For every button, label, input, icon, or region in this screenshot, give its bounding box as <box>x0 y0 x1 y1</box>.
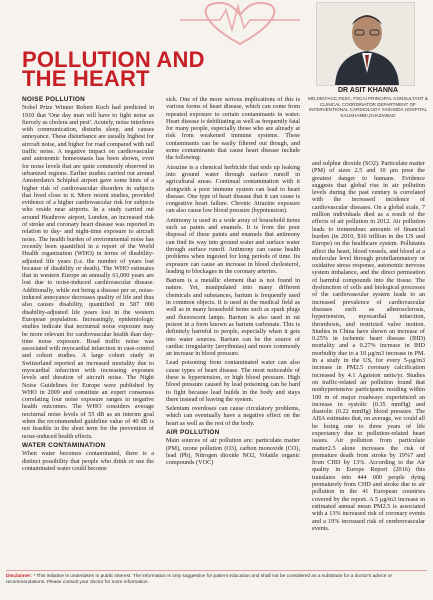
footer-divider <box>6 570 427 571</box>
title-line-1: POLLUTION AND <box>22 47 205 72</box>
portrait-image <box>317 3 414 85</box>
air-section-title: AIR POLLUTION <box>166 429 220 437</box>
noise-paragraph: Nobel Prize Winner Robert Koch had predicted in 1910 that 'One day man will have to fight noise as fiercely as cholera and pest'. Acutely, noise interferes with communication, disturbs sleep, and causes annoyance. These disturbance are usually highest for aircraft noise, and higher for road compared with rail traffic noise. A negative impact on cardiovascular and autonomic homeostasis has been shown, even for noise levels that are quite commonly observed in urbanized regions. Earlier studies carried out around Amsterdam's Schiphol airport gave some hints of a higher risk of cardiovascular disorders in subjects that lived close to it. More recent studies, provided evidence of a higher cardiovascular risk for subjects who reside near airports. In a study carried out around Heathrow airport, London, an increased risk of stroke and coronary heart disease was reported in relation to day- and night-time exposure to aircraft noise. The health burden of environmental noise has recently been quantified in a report of the World Health organization (WHO) in terms of disability-adjusted life years (i.e. the number of years lost because of disability or death). The WHO estimates that in western Europe an annually 61,000 years are lost due to noise-induced cardiovascular disease. Additionally, while not being a disease per se, noise-induced annoyance decreases quality of life and thus also causes disability, quantified in 587 000 disability-adjusted life years lost in the western European population. Increasingly, epidemiologic studies indicate that nocturnal noise exposure may be more relevant for cardiovascular health than day-time noise exposure. Road traffic noise was associated with myocardial infarction in case-control and cohort studies. A large cohort study in Switzerland reported an increased mortality due to myocardial infarction with increasing exposure levels and duration of aircraft noise. The Night Noise Guidelines for Europe were published by WHO in 2009 and constitute an expert consensus correlating four noise exposure ranges to negative health outcomes. The WHO considers average nocturnal noise levels of 55 dB as an interim goal when the recommended guideline value of 40 dB is not feasible in the short term for the prevention of noise-induced health effects. <box>22 104 154 440</box>
noise-section-title: NOISE POLLUTION <box>22 96 86 103</box>
water-paragraph-continued: sick. One of the more serious implications of this is various forms of heart disease, which can come from repeated exposure to certain contaminants in water. Heart disease is debilitating as well as frequently fatal for many people, especially those who are already at risk from weakened immune systems. These contaminants can be easily filtered out though, and some contaminants that cause heart disease include the following: <box>166 96 300 162</box>
disclaimer-text: * This initiative is undertaken in public interest. The information is only suggestive for patient education and shall not be considered as a substitute for a doctor's advice or recommendations. Please consult your doctor for more information. <box>6 574 393 585</box>
title-line-2: THE HEART <box>22 66 150 91</box>
author-name: DR ASIT KHANNA <box>337 87 399 94</box>
antimony-paragraph: Antimony is used in a wide array of household items such as paints and enamels. It is from the poor disposal of these paints and enamels that antimony can find its way into ground water and surface water through surface runoff. Antimony can cause health problems when ingested for long periods of time. Its exposure can cause an increase in blood cholesterol, leading to blockages in the coronary arteries. <box>166 216 300 275</box>
barium-paragraph: Barium is a metallic element that is not found in nature. Yet, manipulated into many different chemicals and substances, barium is frequently used in common objects. It is used in the medical field as well as in many household items such as spark plugs and fluorescent lamps. Barium is also used in rat poison in a form known as barium carbonate. This is definitely harmful to people, especially when it gets into water sources. Barium can be the source of cardiac irregularity (arrythmias) and more commonly an increase in blood pressure. <box>166 277 300 358</box>
column-2 <box>166 96 300 561</box>
disclaimer-label: Disclaimer: <box>6 574 32 579</box>
selenium-paragraph: Selenium overdoses can cause circulatory problems, which can eventually have a negative effect on the heart as well as the rest of the body. <box>166 405 300 427</box>
disclaimer <box>6 574 427 596</box>
column-1 <box>22 96 154 561</box>
article-title <box>22 47 205 91</box>
lead-paragraph: Lead poisoning from contaminated water can also cause types of heart disease. The most noticeable of these is hypertension, or high blood pressure. High blood pressure caused by lead poisoning can be hard to fight because lead builds in the body and stays there instead of leaving the system. <box>166 359 300 403</box>
air-paragraph: Main sources of air pollution are: particulate matter (PM), ozone pollution (O3), carbon monoxide (CO), lead (Pb), Nitrogen dioxide NO2, Volatile organic compounds (VOC) <box>166 437 300 467</box>
water-paragraph: When water becomes contaminated, there is a distinct possibility that people who drink or use the contaminated water could become <box>22 450 154 472</box>
heart-ecg-icon <box>180 0 300 48</box>
author-credentials: MD,DM,FACC,FESC, FSCAI PRINCIPAL CONSULTANT & CLINICAL COORDINATOR DEPARTMENT OF INTERVENTIONAL CARDIOLOGY YASHODA HOSPITAL KAUSHAMBI,GHAZIABAD <box>308 96 428 118</box>
author-photo <box>316 2 415 86</box>
air-paragraph-continued: and sulphur dioxide (SO2). Particulate matter (PM) of sizes 2.5 and 10 μm pose the greatest danger to humans. Evidence suggests that global rise in air pollution levels during the past century is correlated with the increased incidence of cardiovascular diseases. On a global scale, 7 million individuals died as a result of the effects of air pollution in 2012. Air pollution leads to tremendous amounts of financial burden (in 2010, $16 trillion in the US and Europe) on the healthcare system. Pollutants affect the heart, blood vessels, and blood at a molecular level through proinflammatory or oxidative stress response, autonomic nervous system imbalance, and the direct permeation of harmful compounds into the tissue. The dysfunction of cells and biological processes of the cardiovascular system leads to an increased prevalence of cardiovascular diseases such as atherosclerosis, hypertension, myocardial infarction, thrombosis, and restricted valve motion. Studies in China have shown an increase of 0.25% in ischemic heart disease (IHD) mortality and a 0.27% increase in IHD morbidity due to a 10 μg/m3 increase in PM. In a study in the US, for every 5-μg/m3 increase in PM2.5 coronary calcification increased by 4.1 Agatston units/yr. Studies on traffic-related air pollution found that nonhypertensive participants residing within 100 m of major roadways experienced an increase in systolic (0.35 mmHg) and diastolic (0.22 mmHg) blood pressure. The AHA estimates that, on average, we could all be losing one to three years of life expectancy due to pollution-related heart issues. Air pollution from particulate matter2.5 alone increases the risk of premature death from stroke by 19%7 and from CHD by 13%. According to the Air quality in Europe Report (2016) this translates into 444 000 people dying prematurely from CHD and stroke due to air pollution in the 41 European countries covered by the report. A 5 μg/m3 increase in estimated annual mean PM2.5 is associated with a 13% increased risk of coronary events and a 19% increased risk of cerebrovascular events. <box>312 160 425 532</box>
atrazine-paragraph: Atrazine is a chemical herbicide that ends up leaking into ground water through surface runoff in agricultural areas. Continual contamination with it alongwith a poor immune system can lead to heart disease. One type of heart disease that it can cause is congestive heart failure. Chronic Atrazine exposure can also cause low blood pressure (hypotension). <box>166 163 300 215</box>
water-section-title: WATER CONTAMINATION <box>22 441 106 449</box>
column-3 <box>312 160 425 560</box>
